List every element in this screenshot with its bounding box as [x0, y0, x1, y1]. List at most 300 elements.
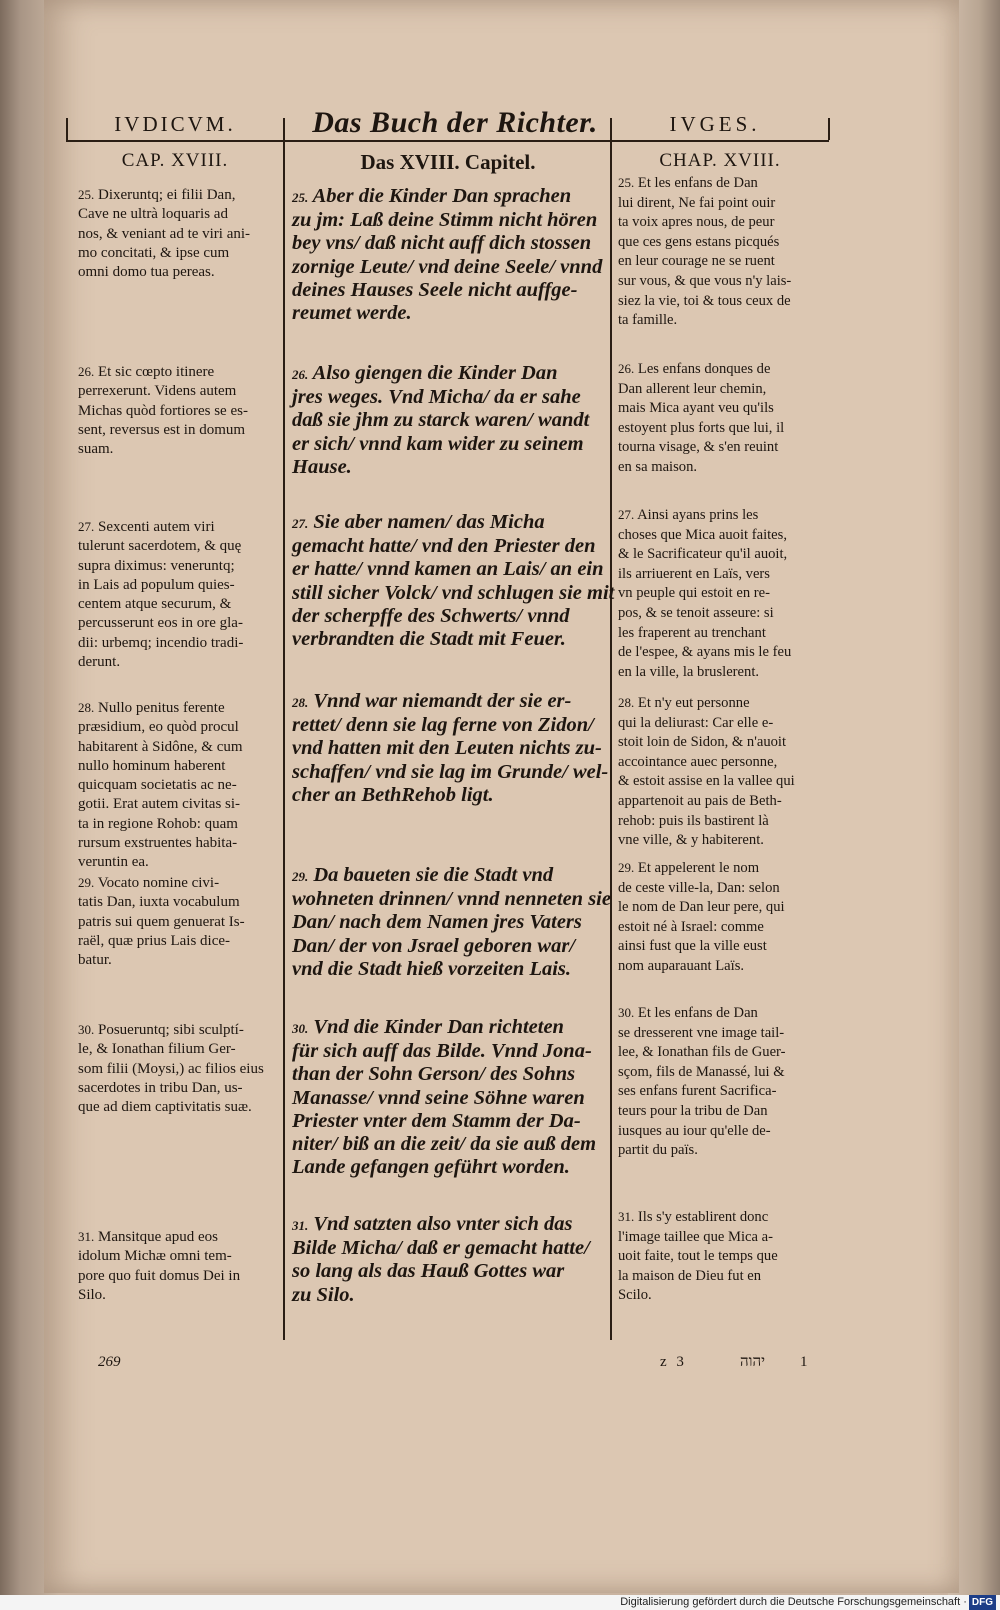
verse-line: [618, 604, 826, 624]
verse-line: [618, 1043, 826, 1063]
verse-text: Scilo.: [618, 1287, 652, 1304]
verse-text: en la ville, la bruslerent.: [618, 663, 760, 680]
verse-line: [292, 1087, 607, 1110]
verse-text: stoit loin de Sidon, & n'auoit: [618, 734, 787, 751]
verse-text: Vocato nomine civi-: [97, 875, 220, 891]
verse-french: [618, 505, 826, 682]
verse-number: 30.: [292, 1021, 309, 1036]
verse-text: reumet werde.: [292, 302, 412, 325]
verse-latin: [78, 362, 278, 459]
verse-line: [292, 1133, 607, 1156]
verse-text: schaffen/ vnd sie lag im Grunde/ wel-: [292, 760, 609, 783]
verse-text: Hause.: [292, 455, 352, 478]
hebrew-catchword: יהוה: [740, 1354, 766, 1370]
verse-number: 26.: [78, 364, 95, 379]
verse-line: [618, 792, 826, 812]
verse-line: [618, 565, 826, 585]
verse-line: [292, 1016, 607, 1040]
verse-text: nom auparauant Laïs.: [618, 957, 745, 974]
verse-text: estoit né à Israel: comme: [618, 918, 764, 935]
verse-line: [78, 873, 278, 893]
verse-latin: [78, 517, 278, 672]
verse-number: 26.: [292, 367, 309, 382]
verse-line: [618, 898, 826, 918]
verse-french: [618, 359, 826, 478]
verse-line: [618, 1267, 826, 1287]
verse-line: [618, 1003, 826, 1024]
verse-text: Dan/ der von Jsrael geboren war/: [292, 934, 576, 957]
verse-line: [618, 526, 826, 546]
verse-line: [292, 628, 607, 651]
verse-number: 30.: [78, 1022, 95, 1037]
chapter-heading-french: CHAP. XVIII.: [659, 150, 781, 171]
verse-line: [78, 537, 278, 556]
verse-text: se dresserent vne image tail-: [618, 1024, 785, 1041]
verse-text: gotii. Erat autem civitas si-: [78, 796, 241, 813]
verse-number: 27.: [292, 516, 309, 531]
verse-text: l'image taillee que Mica a-: [618, 1228, 773, 1245]
verse-text: Posueruntq; sibi sculptí-: [98, 1022, 244, 1038]
verse-line: [618, 1286, 826, 1306]
verse-line: [78, 595, 278, 614]
verse-line: [292, 1237, 607, 1260]
verse-text: partit du païs.: [618, 1142, 698, 1159]
verse-line: [78, 776, 278, 795]
verse-text: tourna visage, & s'en reuint: [618, 439, 779, 456]
verse-text: in Lais ad populum quies-: [78, 576, 235, 593]
verse-line: [78, 1098, 278, 1117]
verse-line: [78, 1267, 278, 1286]
verse-text: Sie aber namen/ das Micha: [313, 511, 545, 533]
verse-text: choses que Mica auoit faites,: [618, 526, 787, 543]
verse-text: zornige Leute/ vnd deine Seele/ vnnd: [292, 255, 603, 278]
chapter-heading-german: Das XVIII. Capitel.: [360, 150, 536, 174]
verse-text: zu jm: Laß deine Stimm nicht hören: [292, 209, 598, 232]
verse-line: [618, 643, 826, 663]
verse-line: [618, 663, 826, 683]
verse-text: Ainsi ayans prins les: [637, 507, 759, 523]
verse-text: Mansitque apud eos: [98, 1229, 218, 1245]
verse-line: [292, 209, 607, 232]
verse-text: Silo.: [78, 1286, 106, 1303]
verse-number: 25.: [292, 190, 309, 205]
verse-text: than der Sohn Gerson/ des Sohns: [292, 1063, 576, 1086]
verse-line: [78, 185, 278, 205]
verse-text: dii: urbemq; incendio tradi-: [78, 634, 244, 651]
verse-text: ses enfans furent Sacrifica-: [618, 1083, 777, 1100]
verse-text: lui dirent, Ne fai point ouir: [618, 194, 776, 211]
verse-text: pos, & se tenoit asseure: si: [618, 604, 774, 621]
verse-line: [292, 362, 607, 386]
verse-text: teurs pour la tribu de Dan: [618, 1102, 768, 1119]
verse-line: [618, 438, 826, 458]
verse-text: accointance auec personne,: [618, 753, 778, 770]
verse-line: [78, 1020, 278, 1040]
verse-text: vnd hatten mit den Leuten nichts zu-: [292, 737, 602, 760]
verse-line: [292, 456, 607, 479]
verse-french: [618, 693, 826, 851]
verse-text: sur vous, & que vous n'y lais-: [618, 272, 792, 289]
verse-text: en sa maison.: [618, 458, 698, 475]
verse-line: [292, 1040, 607, 1063]
verse-text: raël, quæ prius Lais dice-: [78, 932, 231, 949]
header-frame-left: [66, 118, 68, 140]
verse-text: Aber die Kinder Dan sprachen: [312, 185, 572, 207]
verse-text: Ils s'y establirent donc: [637, 1209, 769, 1225]
verse-line: [78, 382, 278, 401]
verse-french: [618, 1207, 826, 1306]
verse-text: deines Hauses Seele nicht auffge-: [292, 278, 578, 301]
verse-line: [78, 263, 278, 282]
verse-line: [618, 359, 826, 380]
verse-text: mo concitati, & ipse cum: [78, 244, 230, 261]
verse-german: [292, 362, 607, 479]
verse-line: [618, 233, 826, 253]
verse-number: 30.: [618, 1005, 635, 1020]
verse-line: [618, 419, 826, 439]
verse-text: que ces gens estans picqués: [618, 233, 780, 250]
verse-line: [618, 693, 826, 714]
verse-line: [618, 918, 826, 938]
verse-text: mais Mica ayant veu qu'ils: [618, 400, 774, 417]
verse-text: les fraperent au trenchant: [618, 624, 766, 641]
verse-text: supra diximus: veneruntq;: [78, 557, 235, 574]
verse-line: [618, 879, 826, 899]
verse-line: [78, 440, 278, 459]
verse-text: ta famille.: [618, 312, 678, 329]
verse-german: [292, 1213, 607, 1307]
verse-german: [292, 511, 615, 651]
verse-line: [78, 795, 278, 814]
verse-number: 28.: [618, 695, 635, 710]
verse-text: patris sui quem genuerat Is-: [78, 913, 245, 930]
verse-text: batur.: [78, 952, 112, 969]
verse-line: [618, 272, 826, 292]
verse-german: [292, 864, 611, 981]
verse-text: Et les enfans de Dan: [637, 1005, 758, 1021]
verse-line: [78, 362, 278, 382]
verse-line: [292, 690, 607, 714]
verse-line: [78, 614, 278, 633]
verse-text: Bilde Micha/ daß er gemacht hatte/: [292, 1237, 590, 1260]
verse-line: [78, 1247, 278, 1266]
verse-line: [618, 505, 826, 526]
verse-text: der scherpffe des Schwerts/ vnnd: [292, 604, 570, 627]
verse-text: Vnd die Kinder Dan richteten: [313, 1016, 564, 1038]
verse-text: & le Sacrificateur qu'il auoit,: [618, 546, 788, 563]
verse-number: 28.: [78, 700, 95, 715]
verse-line: [78, 757, 278, 776]
verse-text: perrexerunt. Videns autem: [78, 383, 237, 400]
verse-text: habitarent à Sidône, & cum: [78, 738, 243, 755]
verse-line: [78, 244, 278, 263]
verse-line: [618, 1063, 826, 1083]
verse-line: [618, 1228, 826, 1248]
verse-line: [78, 402, 278, 421]
verse-latin: [78, 1227, 278, 1305]
verse-text: sacerdotes in tribu Dan, us-: [78, 1079, 243, 1096]
verse-text: le nom de Dan leur pere, qui: [618, 899, 785, 916]
verse-line: [292, 714, 607, 737]
verse-text: verbrandten die Stadt mit Feuer.: [292, 628, 566, 651]
verse-text: jres weges. Vnd Micha/ da er sahe: [292, 386, 581, 409]
verse-line: [78, 634, 278, 653]
verse-line: [292, 581, 615, 605]
verse-text: Michas quòd fortiores se es-: [78, 402, 248, 419]
verse-line: [618, 194, 826, 214]
verse-line: [618, 772, 826, 792]
verse-number: 31.: [78, 1229, 95, 1244]
verse-line: [618, 624, 826, 644]
verse-line: [618, 173, 826, 194]
verse-line: [618, 753, 826, 773]
verse-text: lee, & Ionathan fils de Guer-: [618, 1044, 786, 1061]
verse-number: 29.: [78, 875, 95, 890]
verse-text: Dixeruntq; ei filii Dan,: [98, 187, 236, 203]
verse-line: [78, 738, 278, 757]
verse-text: vn peuple qui estoit en re-: [618, 585, 770, 602]
verse-line: [618, 584, 826, 604]
verse-line: [78, 932, 278, 951]
verse-line: [618, 1207, 826, 1228]
verse-line: [78, 1079, 278, 1098]
verse-line: [78, 225, 278, 244]
verse-text: præsidium, eo quòd procul: [78, 719, 239, 736]
verse-line: [78, 1060, 278, 1079]
verse-line: [618, 458, 826, 478]
verse-line: [618, 545, 826, 565]
verse-line: [78, 893, 278, 912]
dfg-logo-icon: DFG: [969, 1595, 996, 1610]
verse-text: centem atque securum, &: [78, 596, 232, 613]
verse-line: [78, 718, 278, 737]
verse-french: [618, 173, 826, 331]
verse-line: [618, 1082, 826, 1102]
signature-mark: z 3: [660, 1354, 687, 1370]
verse-line: [292, 302, 607, 325]
verse-line: [292, 232, 607, 255]
verse-text: de l'espee, & ayans mis le feu: [618, 644, 792, 661]
verse-text: daß sie jhm zu starck waren/ wandt: [292, 409, 590, 432]
verse-number: 31.: [292, 1218, 309, 1233]
header-latin: IVDICVM.: [114, 112, 236, 136]
verse-text: Et sic cœpto itinere: [98, 364, 215, 380]
verse-text: uoit faite, tout le temps que: [618, 1248, 778, 1265]
verse-line: [292, 185, 607, 209]
verse-line: [78, 853, 278, 872]
verse-text: qui la deliurast: Car elle e-: [618, 714, 774, 731]
verse-text: still sicher Volck/ vnd schlugen sie mit: [292, 581, 615, 604]
verse-text: so lang als das Hauß Gottes war: [292, 1260, 565, 1283]
verse-text: Et n'y eut personne: [637, 695, 750, 711]
verse-line: [78, 1040, 278, 1059]
verse-line: [292, 279, 607, 302]
verse-line: [292, 1213, 607, 1237]
verse-line: [618, 1102, 826, 1122]
verse-line: [292, 888, 611, 911]
verse-number: 25.: [618, 175, 635, 190]
verse-text: quicquam societatis ac ne-: [78, 777, 237, 794]
verse-line: [618, 292, 826, 312]
verse-line: [78, 1227, 278, 1247]
verse-text: er sich/ vnnd kam wider zu seinem: [292, 432, 584, 455]
verse-number: 29.: [618, 860, 635, 875]
verse-line: [292, 1110, 607, 1133]
verse-latin: [78, 1020, 278, 1117]
verse-text: zu Silo.: [292, 1283, 355, 1306]
verse-text: rursum exstruentes habita-: [78, 835, 238, 852]
verse-line: [292, 1156, 607, 1179]
verse-line: [292, 737, 607, 760]
verse-line: [292, 605, 607, 628]
verse-text: Vnd satzten also vnter sich das: [313, 1213, 573, 1235]
digitization-text: Digitalisierung gefördert durch die Deutsche Forschungsgemeinschaft ·: [620, 1596, 967, 1608]
verse-line: [292, 433, 607, 456]
verse-latin: [78, 873, 278, 970]
header-rule: [66, 140, 829, 142]
verse-line: [292, 761, 607, 784]
verse-line: [618, 399, 826, 419]
verse-text: percusserunt eos in ore gla-: [78, 615, 243, 632]
verse-line: [78, 557, 278, 576]
column-divider: [283, 118, 285, 1340]
verse-german: [292, 690, 607, 807]
verse-line: [618, 957, 826, 977]
verse-latin: [78, 185, 278, 282]
verse-text: iusques au iour qu'elle de-: [618, 1122, 771, 1139]
verse-text: Lande gefangen geführt worden.: [292, 1156, 570, 1179]
verse-line: [292, 911, 607, 934]
verse-line: [292, 558, 607, 581]
header-german: Das Buch der Richter.: [312, 106, 598, 139]
verse-line: [78, 815, 278, 834]
verse-text: bey vns/ daß nicht auff dich stossen: [292, 232, 592, 255]
catchword-marker: 1: [800, 1354, 808, 1370]
verse-text: wohneten drinnen/ vnnd nenneten sie: [292, 888, 611, 911]
verse-line: [292, 256, 607, 279]
verse-text: nos, & veniant ad te viri ani-: [78, 225, 251, 242]
verse-line: [618, 831, 826, 851]
verse-line: [292, 864, 607, 888]
verse-line: [78, 205, 278, 224]
verse-text: Et appelerent le nom: [637, 860, 760, 876]
verse-line: [618, 1141, 826, 1161]
verse-line: [292, 511, 607, 535]
verse-text: appartenoit au pais de Beth-: [618, 792, 782, 809]
verse-line: [292, 1260, 607, 1283]
verse-text: Da baueten sie die Stadt vnd: [313, 864, 554, 886]
verse-line: [618, 858, 826, 879]
verse-number: 27.: [618, 507, 635, 522]
header-frame-right: [828, 118, 830, 140]
verse-text: omni domo tua pereas.: [78, 264, 215, 281]
verse-line: [292, 386, 607, 409]
verse-text: ils arriuerent en Laïs, vers: [618, 565, 770, 582]
verse-line: [618, 937, 826, 957]
verse-text: veruntin ea.: [78, 854, 149, 871]
verse-line: [78, 653, 278, 672]
verse-number: 25.: [78, 187, 95, 202]
verse-text: sent, reversus est in domum: [78, 421, 246, 438]
verse-line: [618, 380, 826, 400]
verse-line: [78, 1286, 278, 1305]
verse-text: que ad diem captivitatis suæ.: [78, 1099, 252, 1116]
verse-line: [292, 409, 607, 432]
verse-text: vne ville, & y habiterent.: [618, 832, 764, 849]
verse-line: [78, 517, 278, 537]
verse-line: [292, 958, 607, 981]
verse-line: [292, 935, 607, 958]
verse-text: de ceste ville-la, Dan: selon: [618, 879, 780, 896]
page-number: 269: [98, 1354, 121, 1370]
verse-text: & estoit assise en la vallee qui: [618, 773, 795, 790]
digitization-banner: [0, 1595, 1000, 1610]
verse-line: [292, 784, 607, 807]
verse-text: cher an BethRehob ligt.: [292, 783, 494, 806]
verse-text: tatis Dan, iuxta vocabulum: [78, 894, 240, 911]
verse-text: ainsi fust que la ville eust: [618, 938, 767, 955]
verse-line: [618, 1024, 826, 1044]
verse-line: [618, 1247, 826, 1267]
verse-latin: [78, 698, 278, 873]
verse-text: tulerunt sacerdotem, & quę: [78, 538, 242, 555]
verse-number: 29.: [292, 869, 309, 884]
verse-text: Also giengen die Kinder Dan: [312, 362, 558, 384]
verse-text: siez la vie, toi & tous ceux de: [618, 292, 791, 309]
verse-german: [292, 185, 607, 325]
verse-text: pore quo fuit domus Dei in: [78, 1267, 241, 1284]
verse-number: 26.: [618, 361, 635, 376]
verse-line: [292, 1063, 607, 1086]
verse-text: som filii (Moysi,) ac filios eius: [78, 1060, 264, 1077]
verse-text: sçom, fils de Manassé, lui &: [618, 1063, 785, 1080]
verse-french: [618, 858, 826, 977]
verse-text: niter/ biß an die zeit/ da sie auß dem: [292, 1133, 597, 1156]
verse-text: en leur courage ne se ruent: [618, 253, 775, 270]
verse-line: [78, 698, 278, 718]
header-french: IVGES.: [669, 112, 761, 136]
verse-line: [618, 252, 826, 272]
verse-line: [78, 951, 278, 970]
verse-number: 28.: [292, 695, 309, 710]
verse-text: gemacht hatte/ vnd den Priester den: [292, 535, 596, 558]
verse-text: Nullo penitus ferente: [98, 700, 225, 716]
verse-text: vnd die Stadt hieß vorzeiten Lais.: [292, 957, 572, 980]
verse-text: suam.: [78, 441, 114, 458]
verse-text: Dan/ nach dem Namen jres Vaters: [292, 911, 582, 934]
verse-text: Sexcenti autem viri: [98, 519, 215, 535]
verse-number: 31.: [618, 1209, 635, 1224]
verse-text: er hatte/ vnnd kamen an Lais/ an ein: [292, 558, 604, 581]
column-divider: [610, 118, 612, 1340]
verse-text: Les enfans donques de: [637, 361, 771, 377]
verse-line: [292, 535, 607, 558]
verse-text: Vnnd war niemandt der sie er-: [313, 690, 572, 712]
verse-text: ta voix apres nous, de peur: [618, 214, 775, 231]
verse-text: le, & Ionathan filium Ger-: [78, 1041, 236, 1058]
verse-line: [618, 213, 826, 233]
verse-line: [618, 1122, 826, 1142]
verse-text: für sich auff das Bilde. Vnnd Jona-: [292, 1040, 592, 1063]
verse-line: [78, 421, 278, 440]
verse-text: la maison de Dieu fut en: [618, 1267, 762, 1284]
verse-text: idolum Michæ omni tem-: [78, 1248, 232, 1265]
verse-text: Priester vnter dem Stamm der Da-: [292, 1109, 581, 1132]
chapter-heading-latin: CAP. XVIII.: [121, 150, 229, 171]
verse-text: ta in regione Rohob: quam: [78, 815, 238, 832]
verse-text: Manasse/ vnnd seine Söhne waren: [292, 1086, 585, 1109]
verse-line: [78, 834, 278, 853]
